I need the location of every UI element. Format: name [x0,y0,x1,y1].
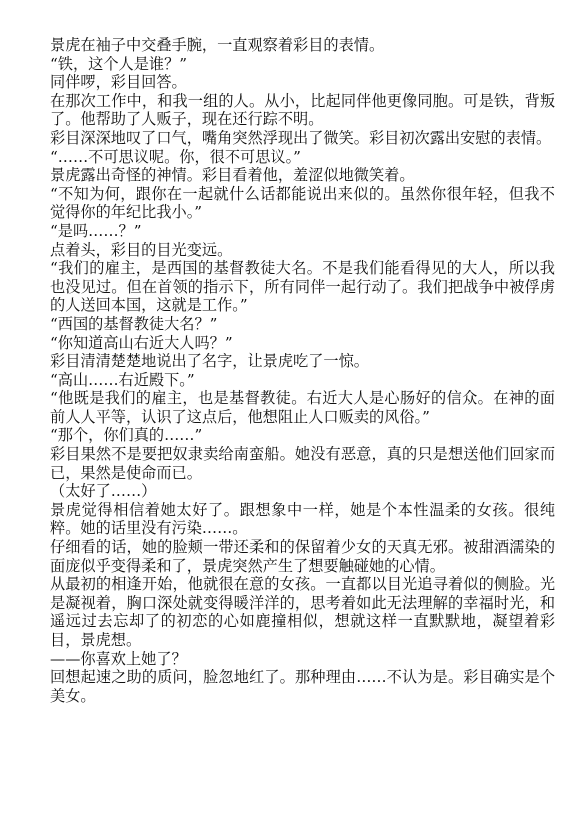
paragraph: “是吗……？” [50,221,142,240]
paragraph: “不知为何，跟你在一起就什么话都能说出来似的。虽然你很年轻，但我不觉得你的年纪比我小。” [50,184,555,222]
paragraph: 点着头，彩目的目光变远。 [50,240,233,259]
paragraph: 彩目深深地叹了口气，嘴角突然浮现出了微笑。彩目初次露出安慰的表情。 [50,128,552,147]
paragraph: 回想起速之助的质问，脸忽地红了。那种理由……不认为是。彩目确实是个美女。 [50,668,555,705]
paragraph: “他既是我们的雇主，也是基督教徒。右近大人是心肠好的信众。在神的面前人人平等，认识了这点后，他想阻止人口贩卖的风俗。” [50,389,555,426]
paragraph: 仔细看的话，她的脸颊一带还柔和的保留着少女的天真无邪。被甜酒濡染的面庞似乎变得柔和了，景虎突然产生了想要触碰她的心情。 [50,538,555,575]
paragraph: “西国的基督教徒大名？” [50,314,218,333]
paragraph: “你知道高山右近大人吗？” [50,333,233,352]
paragraph: “……不可思议呢。你，很不可思议。” [50,147,301,166]
paragraph: “铁，这个人是谁？” [50,54,188,73]
paragraph: ——你喜欢上她了？ [50,649,187,668]
paragraph: 彩目清清楚楚地说出了名字，让景虎吃了一惊。 [50,352,369,371]
novel-page [50,36,555,705]
paragraph: “我们的雇主，是西国的基督教徒大名。不是我们能看得见的大人，所以我也没见过。但在首领的指示下，所有同伴一起行动了。我们把战争中被俘虏的人送回本国，这就是工作。” [50,259,555,315]
paragraph: （太好了……） [50,482,157,501]
paragraph: 景虎在袖子中交叠手腕，一直观察着彩目的表情。 [50,36,385,54]
paragraph: 从最初的相逢开始，他就很在意的女孩。一直都以目光追寻着似的侧脸。光是凝视着，胸口深处就变得暖洋洋的，思考着如此无法理解的幸福时光，和遥远过去忘却了的初恋的心如鹿撞相似，想就这样一直默默地，凝望着彩目，景虎想。 [50,575,555,649]
paragraph: 景虎露出奇怪的神情。彩目看着他，羞涩似地微笑着。 [50,166,415,185]
paragraph: 彩目果然不是要把奴隶卖给南蛮船。她没有恶意，真的只是想送他们回家而已，果然是使命而已。 [50,445,555,482]
paragraph: “那个，你们真的……” [50,426,203,445]
paragraph: 景虎觉得相信着她太好了。跟想象中一样，她是个本性温柔的女孩。很纯粹。她的话里没有污染……。 [50,500,555,538]
paragraph: 同伴啰，彩目回答。 [50,73,187,92]
paragraph: “高山……右近殿下。” [50,370,195,389]
paragraph: 在那次工作中，和我一组的人。从小，比起同伴他更像同胞。可是铁，背叛了。他帮助了人贩子，现在还行踪不明。 [50,91,555,129]
